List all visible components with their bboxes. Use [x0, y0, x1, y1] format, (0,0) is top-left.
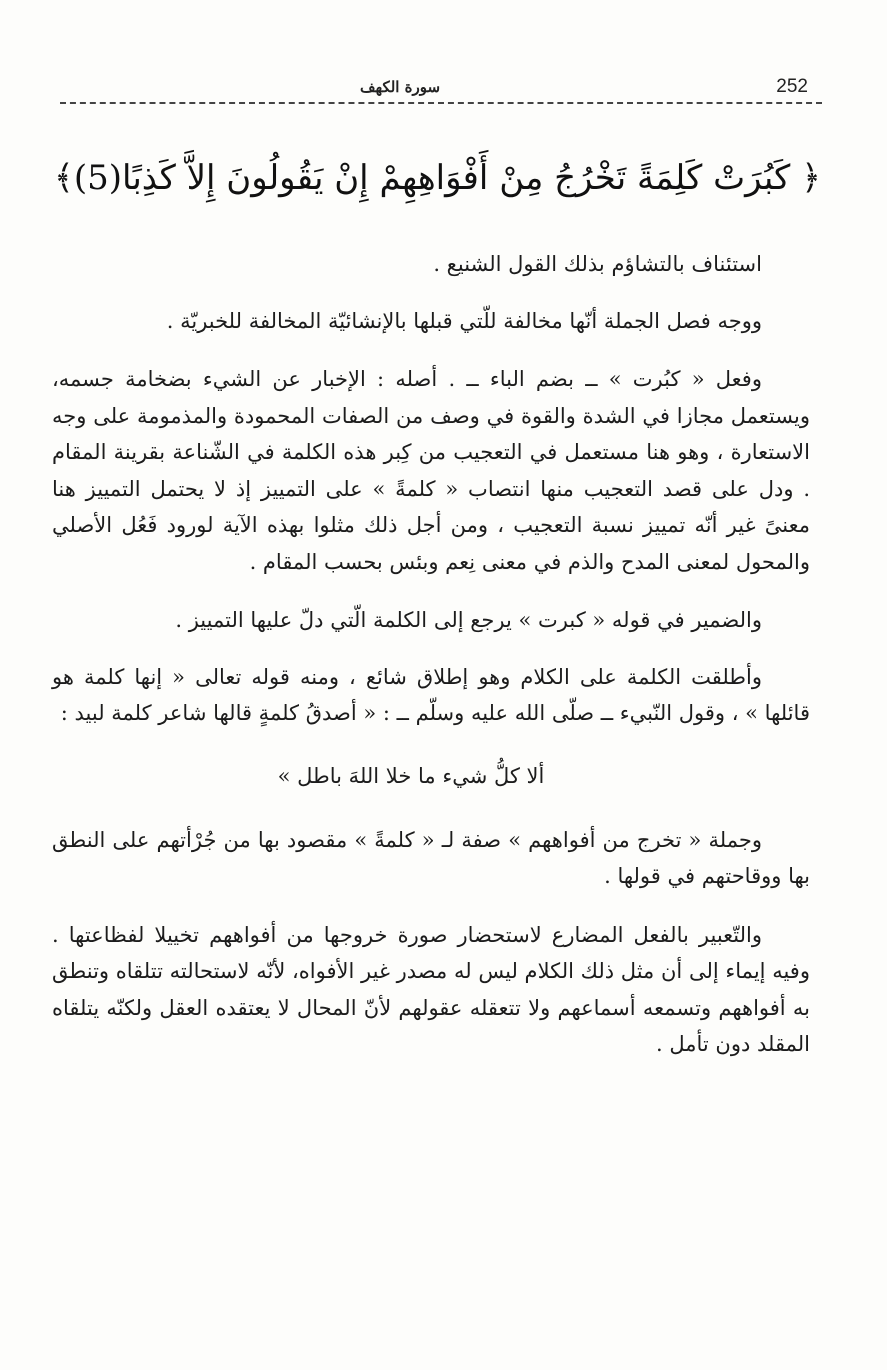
quran-verse: ﴿ كَبُرَتْ كَلِمَةً تَخْرُجُ مِنْ أَفْوَاهِهِمْ إِنْ يَقُولُونَ إِلاَّ كَذِبًا(5)﴾: [53, 158, 822, 198]
paragraph-istinaf: استئناف بالتشاؤم بذلك القول الشنيع .: [433, 252, 762, 276]
paragraph-fasl: ووجه فصل الجملة أنّها مخالفة للّتي قبلها بالإنشائيّة المخالفة للخبريّة .: [166, 308, 762, 333]
header-rule: [60, 102, 822, 104]
paragraph-jumla: وجملة « تخرج من أفواههم » صفة لـ « كلمةً » مقصود بها من جُرْأتهم على النطق بها ووقاحتهم في قولها .: [52, 827, 810, 888]
poem-verse: ألا كلُّ شيء ما خلا اللهَ باطل »: [277, 763, 545, 788]
paragraph-damir: والضمير في قوله « كبرت » يرجع إلى الكلمة الّتي دلّ عليها التمييز .: [175, 608, 762, 632]
commentary-body: [52, 244, 810, 1063]
paragraph-tabir: والتّعبير بالفعل المضارع لاستحضار صورة خروجها من أفواههم تخييلا لفظاعتها . وفيه إيماء إلى أن مثل ذلك الكلام ليس له مصدر غير الأفواه، لأنّه لاستحالته تتلقاه وتنطق به أفواههم وتسمعه أسماعهم ولا تتعقله عقولهم لأنّ المحال لا يعتقده العقل ولكنّه يتلقاه المقلد دون تأمل .: [52, 922, 810, 1056]
paragraph-kalima: وأطلقت الكلمة على الكلام وهو إطلاق شائع ، ومنه قوله تعالى « إنها كلمة هو قائلها » ، وقول النّبيء ــ صلّى الله عليه وسلّم ــ : « أصدقُ كلمةٍ قالها شاعر كلمة لبيد :: [52, 664, 810, 725]
running-title: سورة الكهف: [360, 78, 441, 96]
paragraph-kaburat: وفعل « كبُرت » ــ بضم الباء ــ . أصله : الإخبار عن الشيء بضخامة جسمه، ويستعمل مجازا في الشدة والقوة في وصف من الصفات المحمودة والمذمومة على وجه الاستعارة ، وهو هنا مستعمل في التعجيب من كِبر هذه الكلمة في الشّناعة بقرينة المقام . ودل على قصد التعجيب منها انتصاب « كلمةً » على التمييز إذ لا يحتمل التمييز هنا معنىً غير أنّه تمييز نسبة التعجيب ، ومن أجل ذلك مثلوا بهذه الآية لورود فَعُل الأصلي والمحول لمعنى المدح والذم في معنى نِعم وبئس بحسب المقام .: [52, 367, 810, 574]
page-number: 252: [776, 76, 808, 97]
page-header: [60, 72, 822, 104]
